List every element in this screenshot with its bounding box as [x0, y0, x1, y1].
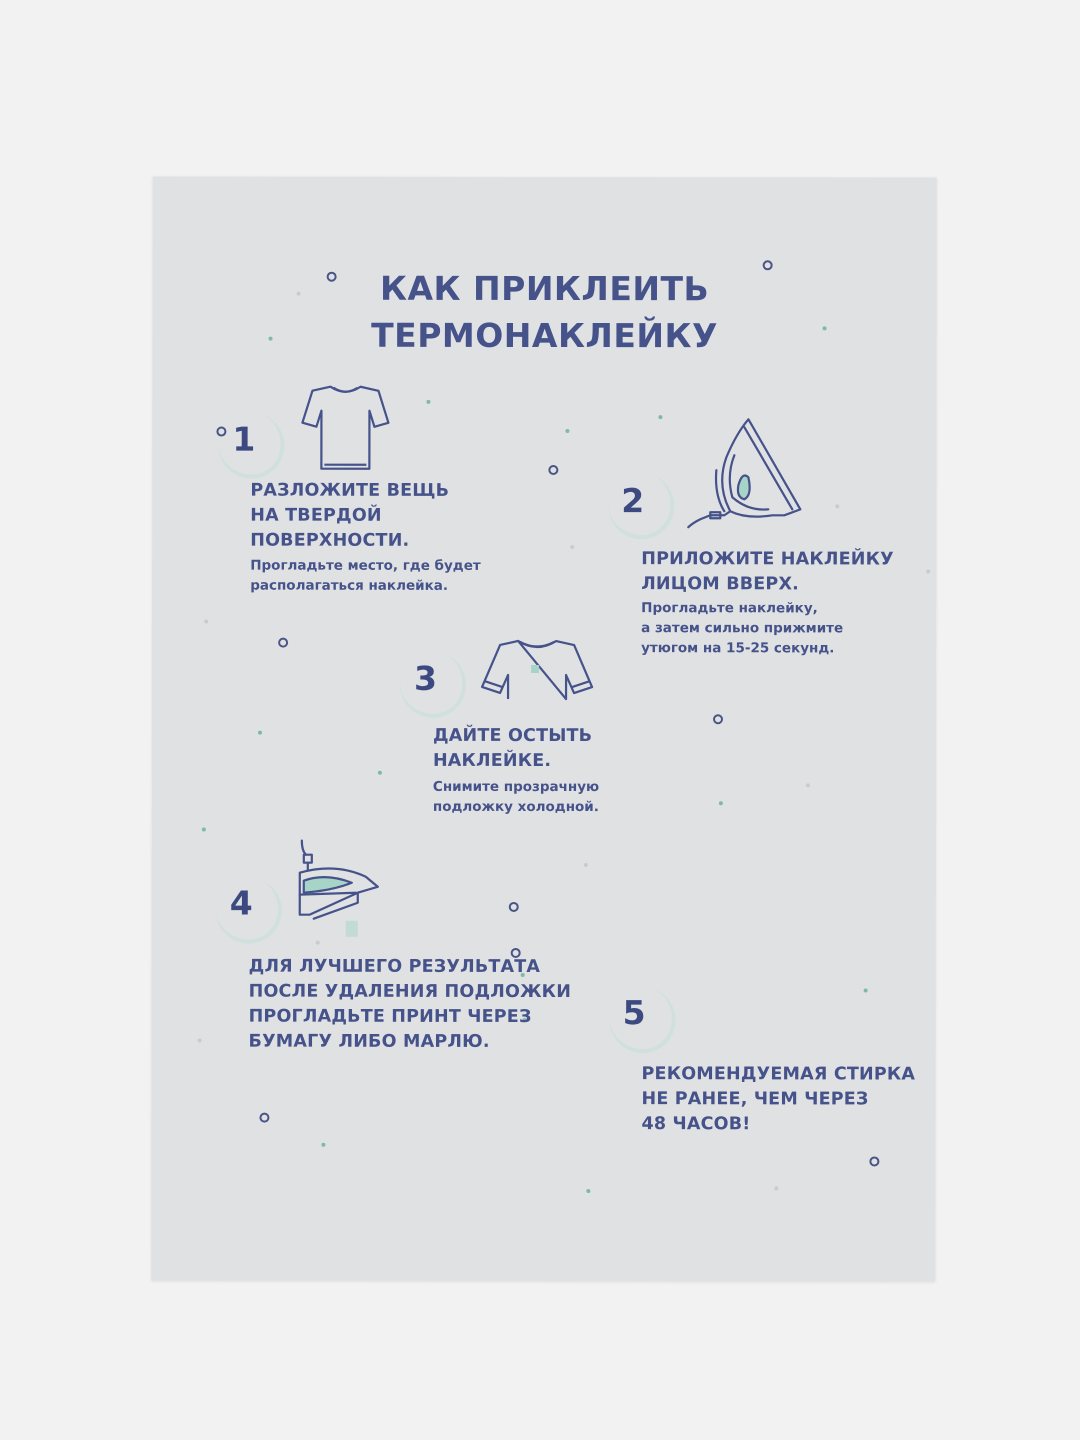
iron-ironing-icon: [296, 837, 386, 943]
decor-dot: [198, 1039, 202, 1043]
step-4-number: 4: [229, 883, 253, 923]
tshirt-cropped-icon: [478, 637, 596, 703]
title-line-2: ТЕРМОНАКЛЕЙКУ: [371, 315, 718, 356]
decor-dot: [774, 1186, 778, 1190]
decor-dot: [565, 429, 569, 433]
decor-ring: [509, 902, 519, 912]
step-2-heading: ПРИЛОЖИТЕ НАКЛЕЙКУ ЛИЦОМ ВВЕРХ.: [641, 549, 894, 595]
step-1-description: Прогладьте место, где будет располагаться наклейка.: [250, 557, 481, 594]
step-1-heading: РАЗЛОЖИТЕ ВЕЩЬ НА ТВЕРДОЙ ПОВЕРХНОСТИ.: [250, 480, 450, 551]
decor-ring: [713, 714, 723, 724]
decor-dot: [835, 504, 839, 508]
step-1-number: 1: [232, 419, 256, 459]
decor-dot: [570, 545, 574, 549]
decor-dot: [864, 988, 868, 992]
decor-dot: [426, 400, 430, 404]
decor-dot: [926, 570, 930, 574]
decor-dot: [823, 326, 827, 330]
decor-dot: [806, 783, 810, 787]
decor-dot: [321, 1143, 325, 1147]
instruction-sheet: [151, 176, 937, 1281]
decor-ring: [869, 1156, 879, 1166]
step-5-number: 5: [622, 993, 646, 1033]
decor-dot: [269, 337, 273, 341]
decor-dot: [378, 771, 382, 775]
decor-dot: [258, 731, 262, 735]
page-title: [153, 264, 937, 359]
decor-ring: [548, 465, 558, 475]
decor-dot: [586, 1189, 590, 1193]
decor-dot: [204, 620, 208, 624]
step-4-heading: ДЛЯ ЛУЧШЕГО РЕЗУЛЬТАТА ПОСЛЕ УДАЛЕНИЯ ПОДЛОЖКИ ПРОГЛАДЬТЕ ПРИНТ ЧЕРЕЗ БУМАГУ ЛИБО МАРЛЮ.: [248, 956, 572, 1052]
decor-dot: [202, 828, 206, 832]
step-2-description: Прогладьте наклейку, а затем сильно прижмите утюгом на 15-25 секунд.: [641, 600, 844, 657]
step-2-number: 2: [621, 481, 645, 521]
decor-dot: [658, 415, 662, 419]
decor-dot: [584, 863, 588, 867]
decor-dot: [719, 801, 723, 805]
decor-dot: [297, 292, 301, 296]
decor-ring: [278, 638, 288, 648]
decor-ring: [259, 1113, 269, 1123]
step-5-heading: РЕКОМЕНДУЕМАЯ СТИРКА НЕ РАНЕЕ, ЧЕМ ЧЕРЕЗ 48 ЧАСОВ!: [641, 1064, 916, 1135]
tshirt-icon: [300, 383, 390, 473]
decor-ring: [763, 260, 773, 270]
iron-standing-icon: [686, 415, 804, 531]
title-line-1: КАК ПРИКЛЕИТЬ: [380, 268, 710, 309]
step-3-heading: ДАЙТЕ ОСТЫТЬ НАКЛЕЙКЕ.: [432, 725, 593, 772]
step-3-description: Снимите прозрачную подложку холодной.: [432, 778, 600, 816]
step-3-number: 3: [414, 658, 438, 698]
decor-ring: [327, 272, 337, 282]
